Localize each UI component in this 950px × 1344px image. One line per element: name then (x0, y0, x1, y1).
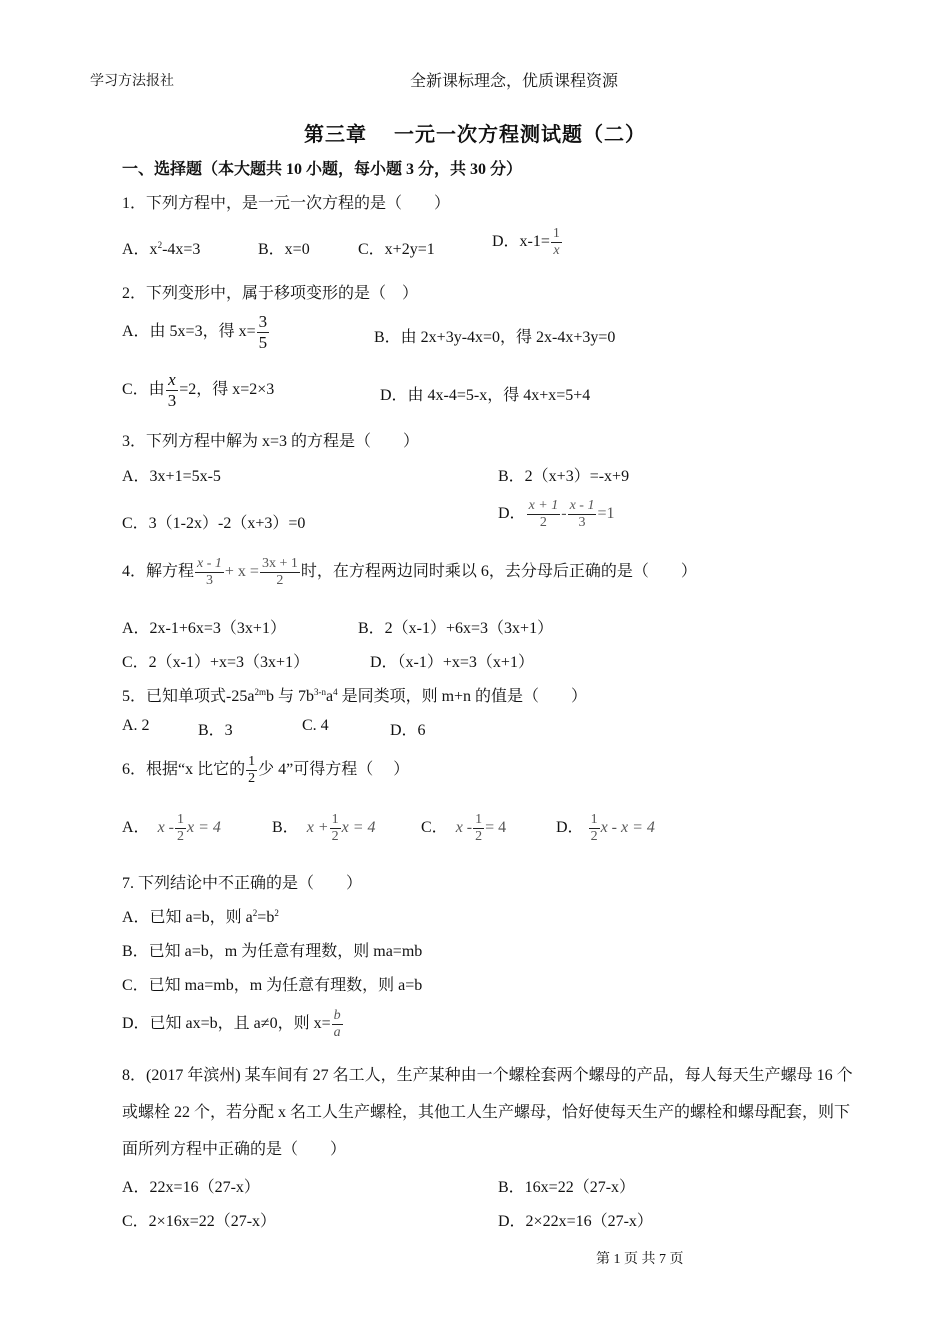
q8-option-a: A．22x=16（27-x） (122, 1179, 260, 1196)
page-title: 第三章 一元一次方程测试题（二） (304, 124, 646, 146)
q5-option-a: A. 2 (122, 717, 150, 734)
q3-option-d (498, 498, 614, 531)
q5-option-b: B．3 (198, 722, 233, 739)
q4-stem (122, 556, 697, 589)
q7-option-b: B．已知 a=b，m 为任意有理数，则 ma=mb (122, 943, 423, 960)
q3-d-minus: - (561, 505, 567, 523)
q8-option-d: D．2×22x=16（27-x） (498, 1213, 653, 1230)
q6-prefix: 6．根据“x 比它的 (122, 761, 246, 779)
q6-stem (122, 754, 409, 787)
q3-stem: 3．下列方程中解为 x=3 的方程是（ ） (122, 433, 420, 450)
q4-middle: + x = (224, 563, 259, 581)
q3-option-a: A．3x+1=5x-5 (122, 468, 221, 485)
q7-option-d (122, 1008, 344, 1041)
q6-option-a: A． x - $\frac{1}{2}$ x = 4 (122, 812, 221, 844)
q5-option-d: D．6 (390, 722, 426, 739)
q3-option-c: C．3（1-2x）-2（x+3）=0 (122, 515, 306, 532)
q1-option-d (492, 226, 563, 259)
q8-option-c: C．2×16x=22（27-x） (122, 1213, 277, 1230)
q7-d-fraction: $\frac{b}{a}$ (333, 1008, 341, 1040)
q4-option-a: A．2x-1+6x=3（3x+1） (122, 620, 286, 637)
q4-option-b: B．2（x-1）+6x=3（3x+1） (358, 620, 554, 637)
q2-option-d: D．由 4x-4=5-x，得 4x+x=5+4 (380, 387, 591, 404)
q7-option-a: A．已知 a=b，则 $a^2=b^2$ (122, 908, 279, 926)
q6-stem-fraction: $\frac{1}{2}$ (248, 754, 256, 786)
header-publisher: 学习方法报社 (90, 74, 174, 89)
header-slogan: 全新课标理念，优质课程资源 (410, 73, 619, 90)
q2-option-a (122, 312, 270, 353)
q1-option-a: A．$x^2-4x=3$ (122, 240, 201, 258)
q7-d-prefix: D．已知 ax=b，且 a≠0，则 x= (122, 1015, 331, 1033)
q1-d-prefix: D．x-1= (492, 233, 550, 251)
q6-option-b: B． x + $\frac{1}{2}$ x = 4 (272, 812, 376, 844)
q8-stem: 8．(2017 年滨州) 某车间有 27 名工人，生产某种由一个螺栓套两个螺母的产品，每人每天生产螺母 16 个或螺栓 22 个，若分配 x 名工人生产螺栓，其他工人生产螺母，恰好使每天生产的螺栓和螺母配套，则下面所列方程中正确的是（ ） (122, 1067, 853, 1158)
q4-fraction-1: $\frac{x - 1}{3}$ (197, 556, 222, 588)
q2-option-b: B．由 2x+3y-4x=0，得 2x-4x+3y=0 (374, 329, 616, 346)
q2-option-c (122, 370, 274, 411)
q5-stem: 5．已知单项式$-25a^{2m}b$ 与 $7b^{3-n}a^4$ 是同类项，则 m+n 的值是（ ） (122, 687, 588, 705)
q6-option-c: C． x - $\frac{1}{2}$ = 4 (421, 812, 507, 844)
q3-d-suffix: =1 (597, 505, 615, 523)
q6-option-d: D． $\frac{1}{2}$ x - x = 4 (556, 812, 655, 844)
q3-d-fraction-1: $\frac{x + 1}{2}$ (528, 498, 559, 530)
q4-prefix: 4．解方程 (122, 563, 195, 581)
section-heading: 一、选择题（本大题共 10 小题，每小题 3 分，共 30 分） (122, 161, 523, 178)
q4-option-c: C．2（x-1）+x=3（3x+1） (122, 654, 310, 671)
q3-d-prefix: D． (498, 505, 526, 523)
q2-a-fraction: $\frac{3}{5}$ (258, 312, 268, 352)
q7-stem: 7. 下列结论中不正确的是（ ） (122, 875, 363, 892)
q2-c-suffix: =2，得 x=2×3 (179, 381, 275, 399)
q1-stem: 1．下列方程中，是一元一次方程的是（ ） (122, 195, 451, 212)
q4-suffix: 时，在方程两边同时乘以 6，去分母后正确的是（ ） (300, 563, 697, 581)
q2-stem: 2．下列变形中，属于移项变形的是（ ） (122, 285, 419, 302)
q5-option-c: C. 4 (302, 717, 329, 734)
q1-option-c: C．x+2y=1 (358, 241, 435, 258)
q3-d-fraction-2: $\frac{x - 1}{3}$ (569, 498, 595, 530)
q1-d-fraction: $\frac{1}{x}$ (552, 226, 560, 258)
q6-suffix: 少 4”可得方程（ ） (258, 761, 410, 779)
q8-option-b: B．16x=22（27-x） (498, 1179, 636, 1196)
q2-a-prefix: A．由 5x=3，得 x= (122, 323, 256, 341)
q4-option-d: D．（x-1）+x=3（x+1） (370, 654, 534, 671)
q2-c-fraction: $\frac{x}{3}$ (167, 370, 177, 410)
q3-option-b: B．2（x+3）=-x+9 (498, 468, 630, 485)
page-number: 第 1 页 共 7 页 (596, 1252, 684, 1267)
q7-option-c: C．已知 ma=mb，m 为任意有理数，则 a=b (122, 977, 423, 994)
q2-c-prefix: C．由 (122, 381, 165, 399)
q1-option-b: B．x=0 (258, 241, 310, 258)
q4-fraction-2: $\frac{3x + 1}{2}$ (261, 556, 298, 588)
